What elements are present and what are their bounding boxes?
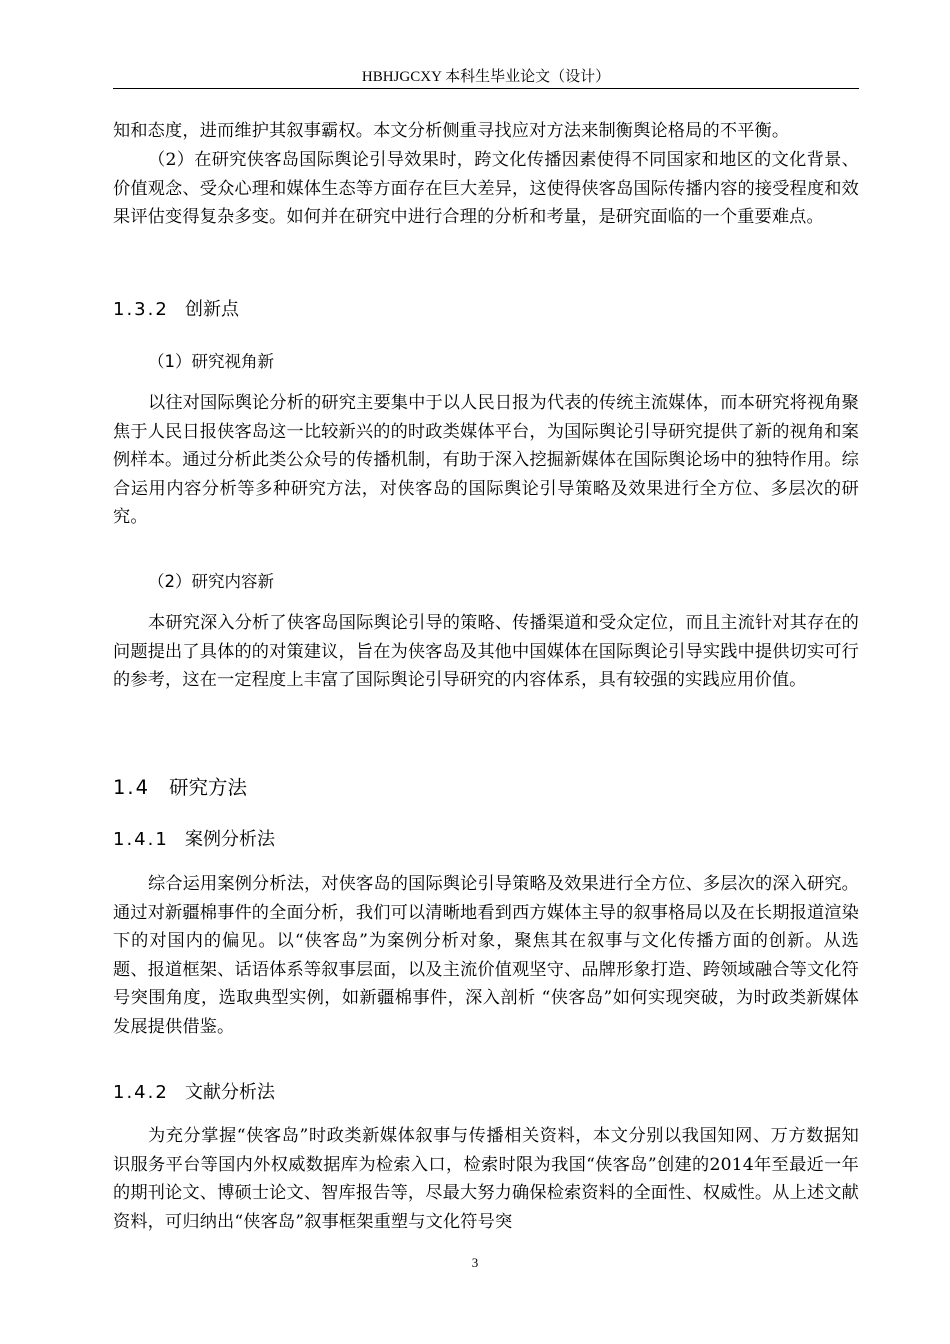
paragraph-literature-analysis: 为充分掌握“侠客岛”时政类新媒体叙事与传播相关资料，本文分别以我国知网、万方数据知识服务平台等国内外权威数据库为检索入口，检索时限为我国“侠客岛”创建的2014年至最近一年的期刊论文、博硕士论文、智库报告等，尽最大努力确保检索资料的全面性、权威性。从上述文献资料，可归纳出“侠客岛”叙事框架重塑与文化符号突 — [113, 1126, 859, 1232]
section-number: 1.4.2 — [113, 1082, 169, 1103]
header-rule — [113, 88, 859, 89]
section-title: 案例分析法 — [185, 829, 275, 850]
running-header: HBHJGCXY 本科生毕业论文（设计） — [361, 69, 611, 85]
section-number: 1.4 — [113, 776, 151, 799]
paragraph-perspective: 以往对国际舆论分析的研究主要集中于以人民日报为代表的传统主流媒体，而本研究将视角聚焦于人民日报侠客岛这一比较新兴的的时政类媒体平台，为国际舆论引导研究提供了新的视角和案例样本。通过分析此类公众号的传播机制，有助于深入挖掘新媒体在国际舆论场中的独特作用。综合运用内容分析等多种研究方法，对侠客岛的国际舆论引导策略及效果进行全方位、多层次的研究。 — [113, 393, 859, 528]
subheading-perspective: （1）研究视角新 — [148, 352, 274, 371]
section-title: 文献分析法 — [185, 1082, 275, 1103]
section-heading-1-3-2 — [113, 298, 239, 322]
section-title: 研究方法 — [169, 776, 248, 799]
subheading-content: （2）研究内容新 — [148, 572, 274, 591]
paragraph-case-analysis: 综合运用案例分析法，对侠客岛的国际舆论引导策略及效果进行全方位、多层次的深入研究。通过对新疆棉事件的全面分析，我们可以清晰地看到西方媒体主导的叙事格局以及在长期报道渲染下的对国内的偏见。以“侠客岛”为案例分析对象，聚焦其在叙事与文化传播方面的创新。从选题、报道框架、话语体系等叙事层面，以及主流价值观坚守、品牌形象打造、跨领域融合等文化符号突围角度，选取典型实例，如新疆棉事件，深入剖析 “侠客岛”如何实现突破，为时政类新媒体发展提供借鉴。 — [113, 874, 859, 1037]
section-heading-1-4-2 — [113, 1081, 275, 1105]
paragraph-continuation: 知和态度，进而维护其叙事霸权。本文分析侧重寻找应对方法来制衡舆论格局的不平衡。 — [113, 121, 790, 141]
section-number: 1.3.2 — [113, 299, 169, 320]
paragraph-difficulty-2: （2）在研究侠客岛国际舆论引导效果时，跨文化传播因素使得不同国家和地区的文化背景、价值观念、受众心理和媒体生态等方面存在巨大差异，这使得侠客岛国际传播内容的接受程度和效果评估变得复杂多变。如何并在研究中进行合理的分析和考量，是研究面临的一个重要难点。 — [113, 150, 859, 228]
section-title: 创新点 — [185, 299, 239, 320]
paragraph-content: 本研究深入分析了侠客岛国际舆论引导的策略、传播渠道和受众定位，而且主流针对其存在的问题提出了具体的的对策建议，旨在为侠客岛及其他中国媒体在国际舆论引导实践中提供切实可行的参考，这在一定程度上丰富了国际舆论引导研究的内容体系，具有较强的实践应用价值。 — [113, 613, 859, 691]
section-heading-1-4 — [113, 775, 247, 801]
section-number: 1.4.1 — [113, 829, 169, 850]
section-heading-1-4-1 — [113, 828, 275, 852]
page-number: 3 — [471, 1255, 479, 1270]
